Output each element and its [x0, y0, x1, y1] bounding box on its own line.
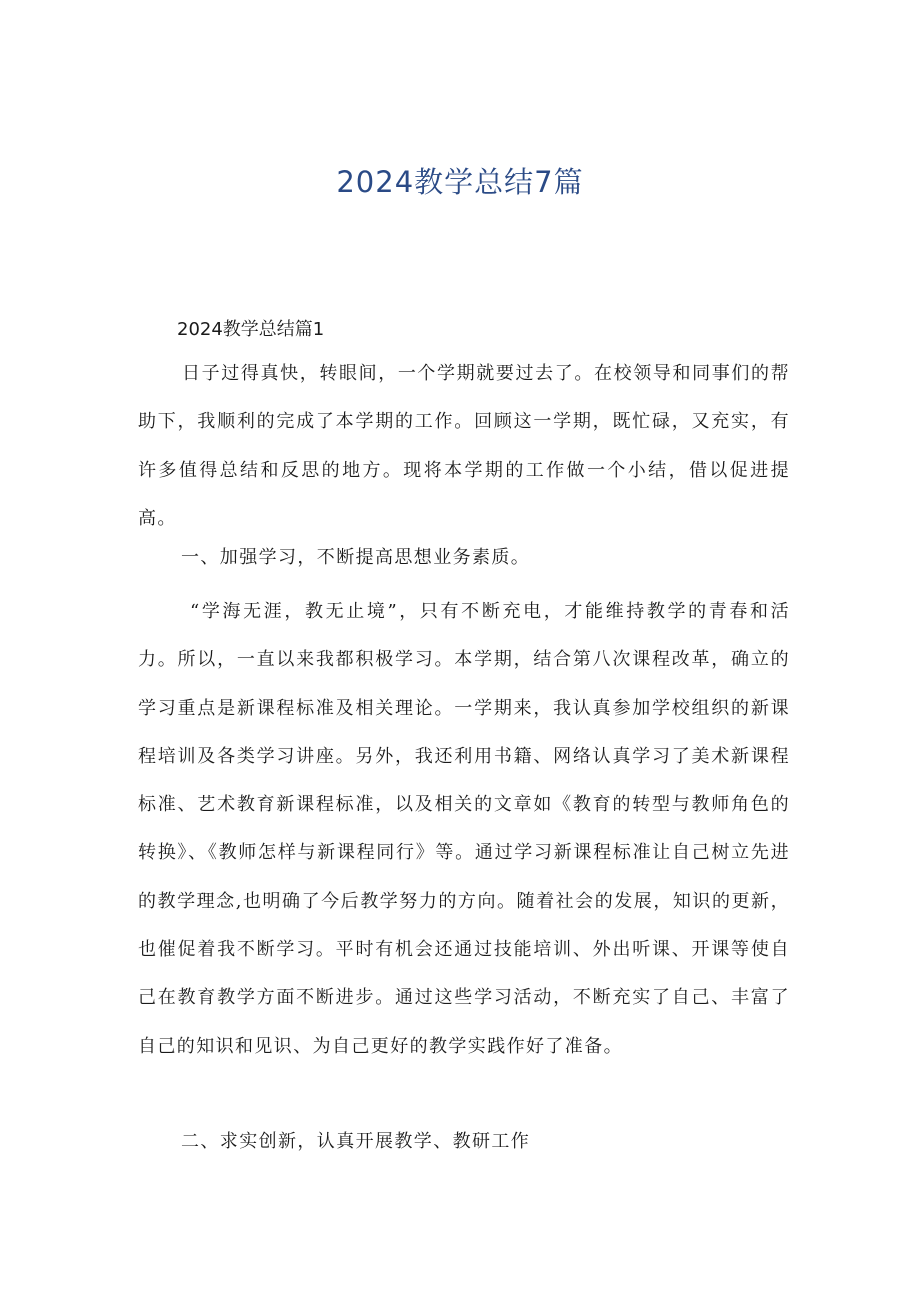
subheading-1: 一、加强学习，不断提高思想业务素质。: [181, 547, 531, 568]
paragraph-intro: 日子过得真快，转眼间，一个学期就要过去了。在校领导和同事们的帮助下，我顺利的完成了本学期的工作。回顾这一学期，既忙碌，又充实，有许多值得总结和反思的地方。现将本学期的工作做一个小结，借以促进提高。: [138, 363, 790, 529]
paragraph-study: “学海无涯，教无止境”，只有不断充电，才能维持教学的青春和活力。所以，一直以来我都积极学习。本学期，结合第八次课程改革，确立的学习重点是新课程标准及相关理论。一学期来，我认真参加学校组织的新课程培训及各类学习讲座。另外，我还利用书籍、网络认真学习了美术新课程标准、艺术教育新课程标准，以及相关的文章如《教育的转型与教师角色的转换》、《教师怎样与新课程同行》等。通过学习新课程标准让自己树立先进的教学理念,也明确了今后教学努力的方向。随着社会的发展，知识的更新，也催促着我不断学习。平时有机会还通过技能培训、外出听课、开课等使自己在教育教学方面不断进步。通过这些学习活动，不断充实了自己、丰富了自己的知识和见识、为自己更好的教学实践作好了准备。: [138, 601, 790, 1057]
section-heading: 2024教学总结篇1: [177, 319, 325, 340]
subheading-2: 二、求实创新，认真开展教学、教研工作: [181, 1131, 531, 1152]
document-title: 2024教学总结7篇: [336, 165, 584, 199]
